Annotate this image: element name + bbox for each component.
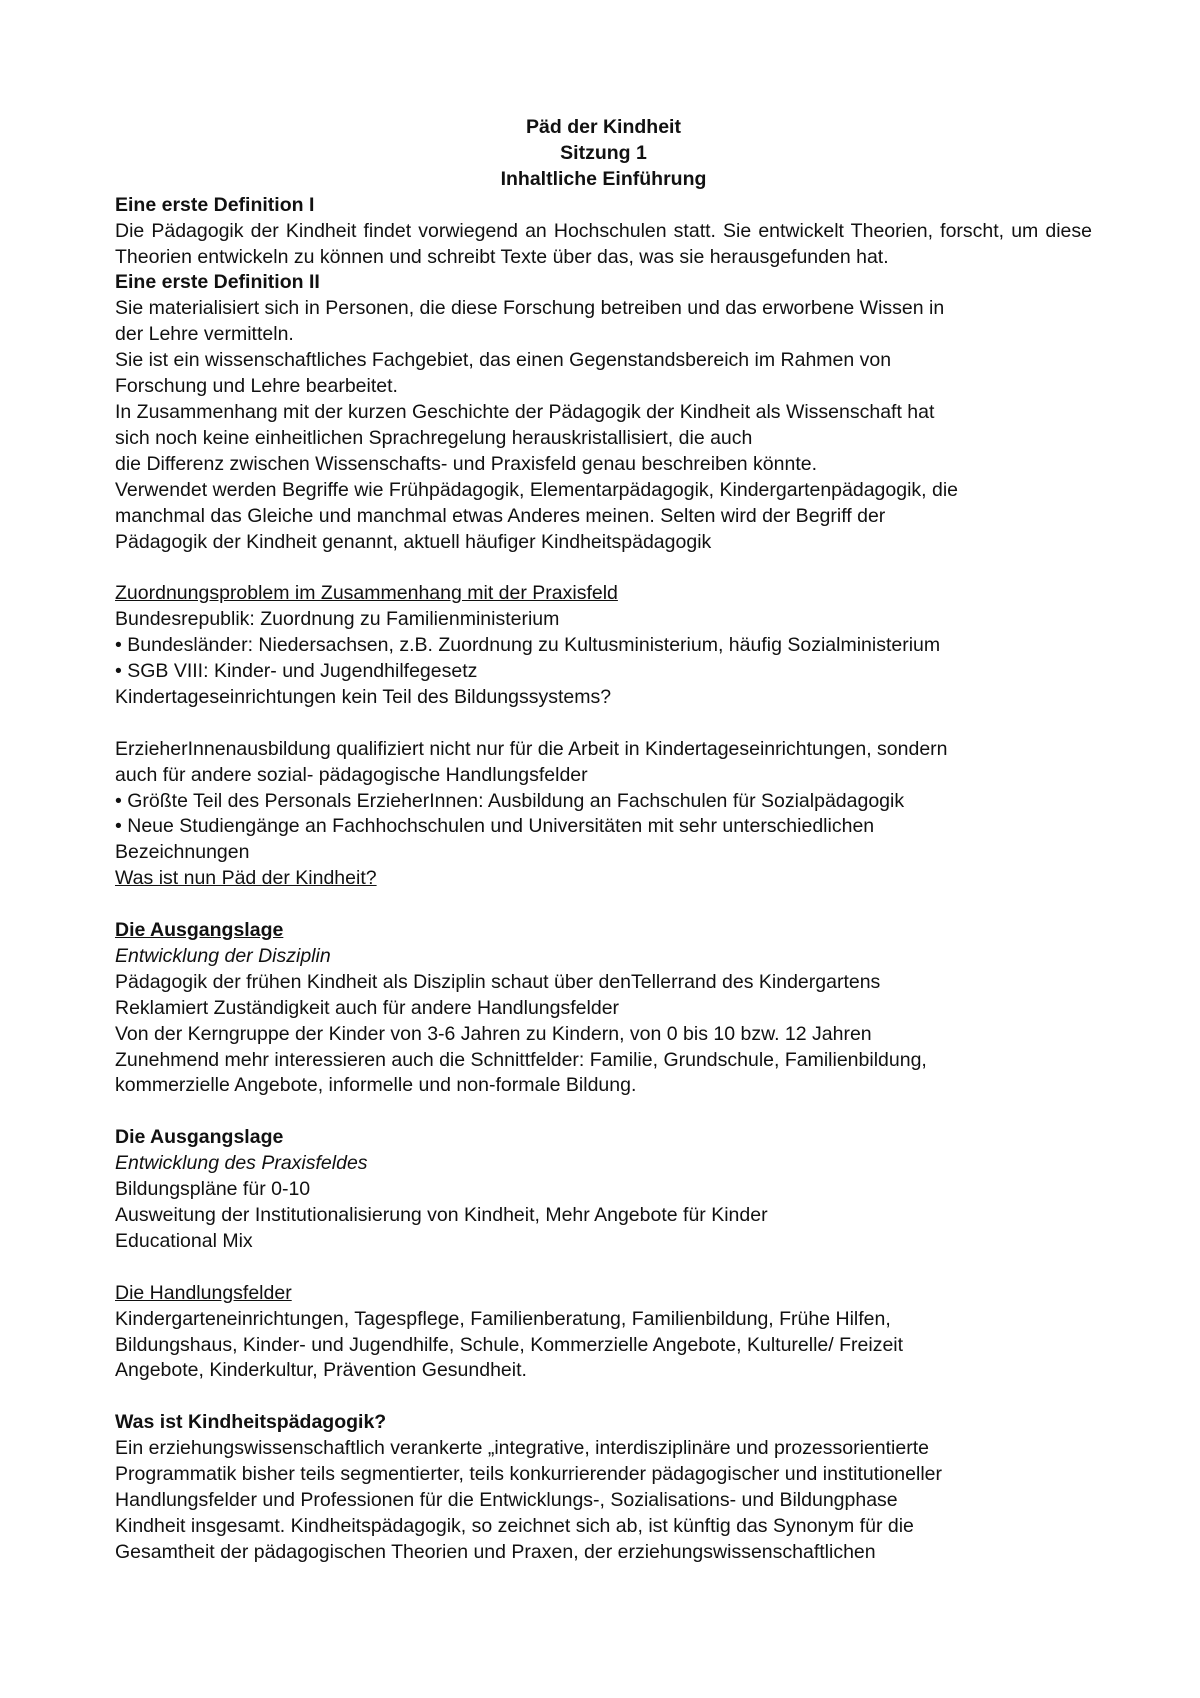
doc-session: Sitzung 1 [560, 141, 647, 164]
text-line: Sie ist ein wissenschaftliches Fachgebiet, das einen Gegenstandsbereich im Rahmen von [115, 349, 892, 372]
subheading: Entwicklung des Praxisfeldes [115, 1152, 368, 1175]
text-line: Pädagogik der frühen Kindheit als Disziplin schaut über denTellerrand des Kindergartens [115, 970, 881, 993]
text-line: Bundesrepublik: Zuordnung zu Familienministerium [115, 608, 560, 631]
subheading: Entwicklung der Disziplin [115, 944, 331, 967]
document-page [115, 115, 1092, 1566]
text-line: sich noch keine einheitlichen Sprachregelung herauskristallisiert, die auch [115, 426, 753, 449]
text-line: Educational Mix [115, 1229, 253, 1252]
spacer [115, 1255, 1092, 1281]
text-line: Bildungspläne für 0-10 [115, 1178, 311, 1201]
question-heading: Was ist nun Päd der Kindheit? [115, 867, 377, 890]
section-heading-def1: Eine erste Definition I [115, 193, 315, 216]
text-line: kommerzielle Angebote, informelle und non-formale Bildung. [115, 1074, 637, 1097]
spacer [115, 1384, 1092, 1410]
text-line: Verwendet werden Begriffe wie Frühpädagogik, Elementarpädagogik, Kindergartenpädagogik, die [115, 478, 959, 501]
text-line: ErzieherInnenausbildung qualifiziert nicht nur für die Arbeit in Kindertageseinrichtungen, sondern [115, 737, 948, 760]
text-line: Handlungsfelder und Professionen für die Entwicklungs-, Sozialisations- und Bildungphase [115, 1488, 898, 1511]
text-line: Programmatik bisher teils segmentierter, teils konkurrierender pädagogischer und institutioneller [115, 1463, 942, 1486]
text-line: Zunehmend mehr interessieren auch die Schnittfelder: Familie, Grundschule, Familienbildung, [115, 1048, 927, 1071]
text-line: Gesamtheit der pädagogischen Theorien und Praxen, der erziehungswissenschaftlichen [115, 1540, 876, 1563]
section-heading-kindheitspaedagogik: Was ist Kindheitspädagogik? [115, 1411, 387, 1434]
spacer [115, 711, 1092, 737]
text-line: Kindertageseinrichtungen kein Teil des Bildungssystems? [115, 685, 612, 708]
section-heading-handlungsfelder: Die Handlungsfelder [115, 1281, 292, 1304]
bullet-item: • SGB VIII: Kinder- und Jugendhilfegesetz [115, 660, 478, 683]
spacer [115, 1099, 1092, 1125]
bullet-item: • Größte Teil des Personals ErzieherInnen: Ausbildung an Fachschulen für Sozialpädagogik [115, 789, 905, 812]
doc-subtitle: Inhaltliche Einführung [500, 167, 707, 190]
text-line: Ein erziehungswissenschaftlich verankerte „integrative, interdisziplinäre und prozessorientierte [115, 1437, 929, 1460]
text-line: In Zusammenhang mit der kurzen Geschichte der Pädagogik der Kindheit als Wissenschaft hat [115, 400, 935, 423]
text-line: der Lehre vermitteln. [115, 323, 294, 346]
text-line: Sie materialisiert sich in Personen, die diese Forschung betreiben und das erworbene Wissen in [115, 297, 945, 320]
text-line: manchmal das Gleiche und manchmal etwas Anderes meinen. Selten wird der Begriff der [115, 504, 886, 527]
text-line: Reklamiert Zuständigkeit auch für andere Handlungsfelder [115, 996, 620, 1019]
text-line: Bildungshaus, Kinder- und Jugendhilfe, Schule, Kommerzielle Angebote, Kulturelle/ Freizeit [115, 1333, 904, 1356]
doc-title: Päd der Kindheit [526, 116, 681, 138]
text-line: Forschung und Lehre bearbeitet. [115, 375, 398, 398]
section-heading-def2: Eine erste Definition II [115, 271, 320, 294]
text-line: Angebote, Kinderkultur, Prävention Gesundheit. [115, 1359, 527, 1382]
text-line: auch für andere sozial- pädagogische Handlungsfelder [115, 763, 588, 786]
section-heading-ausgangslage-1: Die Ausgangslage [115, 919, 284, 942]
bullet-item: • Bundesländer: Niedersachsen, z.B. Zuordnung zu Kultusministerium, häufig Sozialministerium [115, 634, 941, 657]
section-heading-zuordnung: Zuordnungsproblem im Zusammenhang mit der Praxisfeld [115, 582, 618, 605]
text-line: Ausweitung der Institutionalisierung von Kindheit, Mehr Angebote für Kinder [115, 1204, 768, 1226]
text-line: Kindheit insgesamt. Kindheitspädagogik, so zeichnet sich ab, ist künftig das Synonym für die [115, 1514, 914, 1537]
text-line: die Differenz zwischen Wissenschafts- und Praxisfeld genau beschreiben könnte. [115, 452, 818, 475]
text-line: Bezeichnungen [115, 841, 250, 864]
section-heading-ausgangslage-2: Die Ausgangslage [115, 1126, 284, 1149]
bullet-item: • Neue Studiengänge an Fachhochschulen und Universitäten mit sehr unterschiedlichen [115, 815, 875, 838]
def1-paragraph: Die Pädagogik der Kindheit findet vorwiegend an Hochschulen statt. Sie entwickelt Theorien, forscht, um diese Theorien entwickeln zu können und schreibt Texte über das, was sie herausgefunden hat. [115, 219, 1092, 268]
text-line: Pädagogik der Kindheit genannt, aktuell häufiger Kindheitspädagogik [115, 530, 712, 553]
text-line: Von der Kerngruppe der Kinder von 3-6 Jahren zu Kindern, von 0 bis 10 bzw. 12 Jahren [115, 1022, 872, 1045]
spacer [115, 555, 1092, 581]
text-line: Kindergarteneinrichtungen, Tagespflege, Familienberatung, Familienbildung, Frühe Hilfen, [115, 1307, 891, 1330]
spacer [115, 892, 1092, 918]
